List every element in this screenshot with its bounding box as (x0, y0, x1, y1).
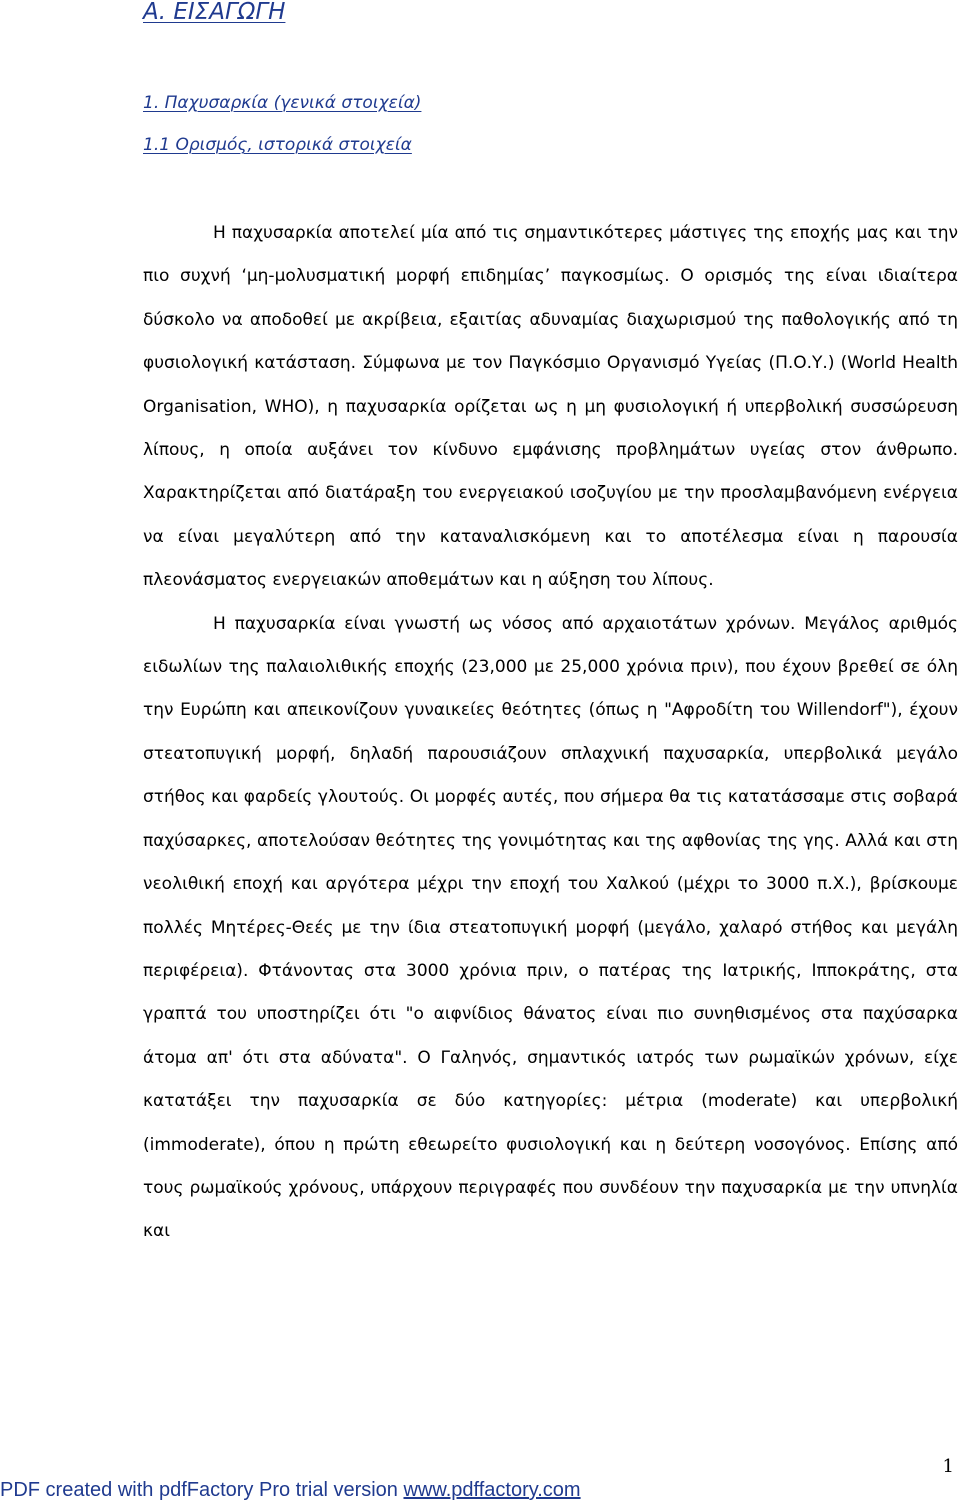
pdf-footer (0, 1477, 581, 1503)
paragraph-definition: Η παχυσαρκία αποτελεί μία από τις σημαντικότερες μάστιγες της εποχής μας και την πιο συχνή ‘μη-μολυσματική μορφή επιδημίας’ παγκοσμίως. Ο ορισμός της είναι ιδιαίτερα δύσκολο να αποδοθεί με ακρίβεια, εξαιτίας αδυναμίας διαχωρισμού της παθολογικής από τη φυσιολογική κατάσταση. Σύμφωνα με τον Παγκόσμιο Οργανισμό Υγείας (Π.Ο.Υ.) (World Health Organisation, WHO), η παχυσαρκία ορίζεται ως η μη φυσιολογική ή υπερβολική συσσώρευση λίπους, η οποία αυξάνει τον κίνδυνο εμφάνισης προβλημάτων υγείας στον άνθρωπο. Χαρακτηρίζεται από διατάραξη του ενεργειακού ισοζυγίου με την προσλαμβανόμενη ενέργεια να είναι μεγαλύτερη από την καταναλισκόμενη και το αποτέλεσμα είναι η παρουσία πλεονάσματος ενεργειακών αποθεμάτων και η αύξηση του λίπους. (143, 223, 958, 591)
chapter-title: Α. ΕΙΣΑΓΩΓΗ (143, 0, 286, 25)
paragraph-history: Η παχυσαρκία είναι γνωστή ως νόσος από αρχαιοτάτων χρόνων. Μεγάλος αριθμός ειδωλίων της παλαιολιθικής εποχής (23,000 με 25,000 χρόνια πριν), που έχουν βρεθεί σε όλη την Ευρώπη και απεικονίζουν γυναικείες θεότητες (όπως η "Αφροδίτη του Willendorf"), έχουν στεατοπυγική μορφή, δηλαδή παρουσιάζουν σπλαχνική παχυσαρκία, υπερβολικά μεγάλο στήθος και φαρδείς γλουτούς. Οι μορφές αυτές, που σήμερα θα τις κατατάσσαμε στις σοβαρά παχύσαρκες, αποτελούσαν θεότητες της γονιμότητας και της αφθονίας της γης. Αλλά και στη νεολιθική εποχή και αργότερα μέχρι την εποχή του Χαλκού (μέχρι το 3000 π.Χ.), βρίσκουμε πολλές Μητέρες-Θεές με την ίδια στεατοπυγική μορφή (μεγάλο, χαλαρό στήθος και μεγάλη περιφέρεια). Φτάνοντας στα 3000 χρόνια πριν, ο πατέρας της Ιατρικής, Ιπποκράτης, στα γραπτά του υποστηρίζει ότι "ο αιφνίδιος θάνατος είναι πιο συνηθισμένος στα παχύσαρκα άτομα απ' ότι στα αδύνατα". Ο Γαληνός, σημαντικός ιατρός των ρωμαϊκών χρόνων, είχε κατατάξει την παχυσαρκία σε δύο κατηγορίες: μέτρια (moderate) και υπερβολική (immoderate), όπου η πρώτη εθεωρείτο φυσιολογική και η δεύτερη νοσογόνος. Επίσης από τους ρωμαϊκούς χρόνους, υπάρχουν περιγραφές που συνδέουν την παχυσαρκία με την υπνηλία και (143, 613, 958, 1242)
page-number: 1 (942, 1456, 954, 1477)
footer-text: PDF created with pdfFactory Pro trial version (0, 1479, 404, 1501)
footer-link[interactable]: www.pdffactory.com (403, 1479, 581, 1501)
subsection-title: 1.1 Ορισμός, ιστορικά στοιχεία (143, 135, 412, 155)
section-title: 1. Παχυσαρκία (γενικά στοιχεία) (143, 93, 422, 113)
document-body (143, 212, 958, 1254)
